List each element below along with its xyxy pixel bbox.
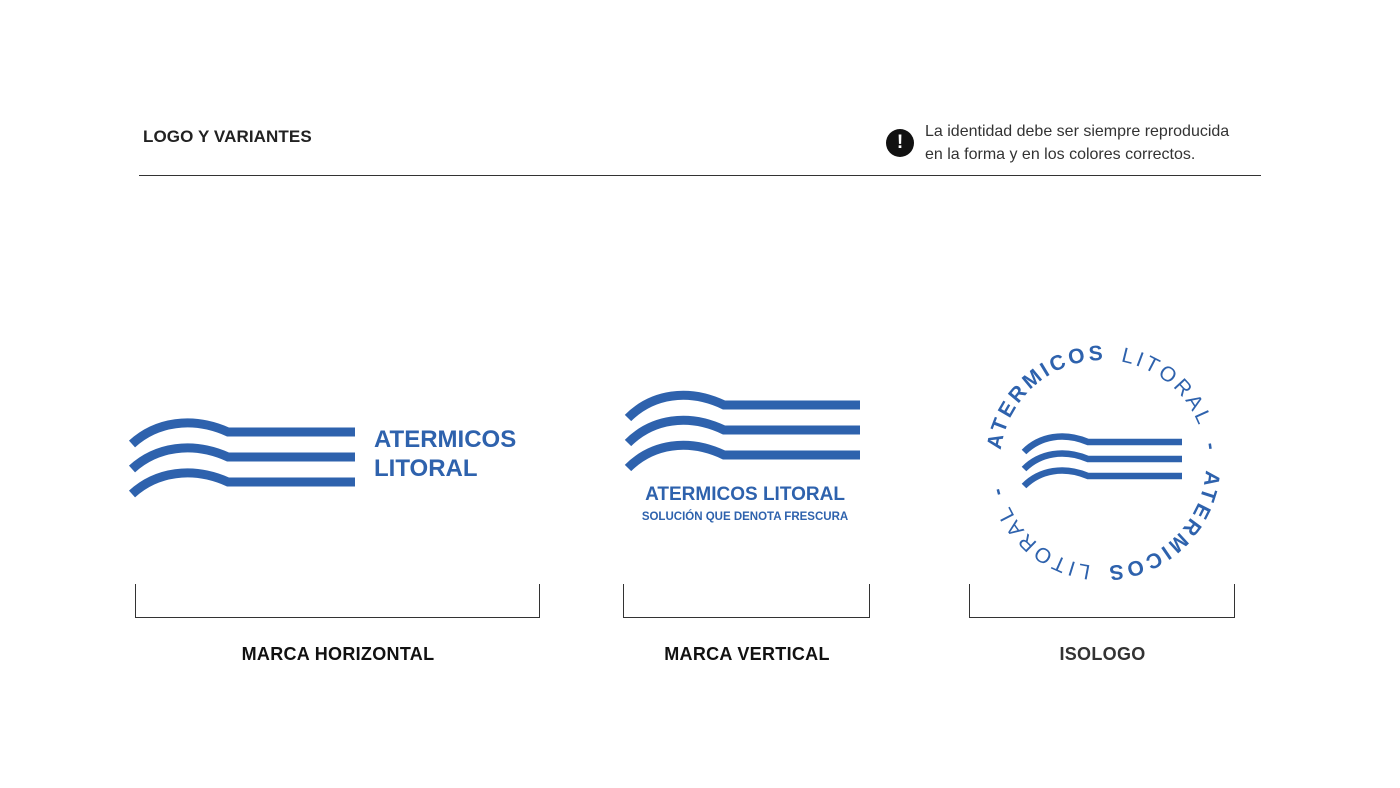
header-divider [139, 175, 1261, 176]
page-title: LOGO Y VARIANTES [143, 127, 312, 146]
brand-tagline: SOLUCIÓN QUE DENOTA FRESCURA [641, 511, 849, 523]
svg-text:ATERMICOS LITORAL [983, 342, 1224, 584]
notice-text [925, 120, 1265, 166]
ring-text-bold-1: ATERMICOS [982, 341, 1107, 452]
exclamation-icon: ! [886, 129, 914, 157]
ring-text-light-2: LITORAL [992, 501, 1092, 584]
vertical-bracket [623, 584, 870, 618]
ring-text-light-1: LITORAL [1119, 343, 1217, 430]
brand-name: ATERMICOS LITORAL [645, 484, 845, 505]
caption-isologo: ISOLOGO [1059, 644, 1146, 664]
caption-marca-horizontal: MARCA HORIZONTAL [241, 644, 435, 664]
brand-name-line-2: LITORAL [374, 455, 478, 482]
caption-marca-vertical: MARCA VERTICAL [664, 644, 830, 664]
isologo-bracket [969, 584, 1235, 618]
ring-separator-2: - [984, 482, 1010, 499]
wave-stripes-icon [132, 423, 355, 494]
notice-line-2: en la forma y en los colores correctos. [925, 146, 1196, 163]
horizontal-logo [128, 412, 538, 502]
wave-stripes-icon [1024, 437, 1182, 486]
wave-stripes-icon [628, 395, 860, 468]
ring-text-bold-2: ATERMICOS [1105, 469, 1224, 585]
vertical-logo [622, 386, 867, 526]
horizontal-bracket [135, 584, 540, 618]
brand-name-line-1: ATERMICOS [374, 426, 517, 453]
ring-separator-1: - [1199, 441, 1224, 455]
notice-line-1: La identidad debe ser siempre reproducida [925, 123, 1230, 140]
isologo [978, 338, 1228, 588]
